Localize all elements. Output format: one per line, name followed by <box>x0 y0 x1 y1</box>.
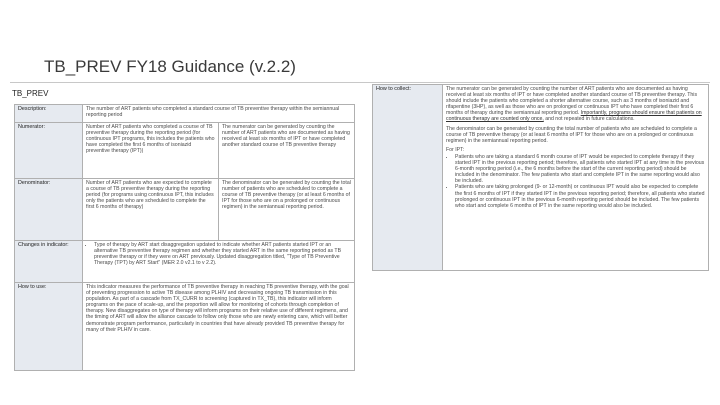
numerator-definition: Number of ART patients who completed a course of TB preventive therapy during the reporting period (for continuous IPT programs, this includes the patients who have completed the first 6 months of isoniazid preventive therapy (IPT)) <box>83 123 219 179</box>
denominator-how: The denominator can be generated by counting the total number of patients who are scheduled to complete a course of TB preventive therapy (or at least 6 months of IPT for those who are on a prolonged or continuous regimen) in the semiannual reporting period. <box>219 179 355 241</box>
row-label: How to collect: <box>373 85 443 271</box>
ipt-bullet: • Patients who are taking a standard 6 month course of IPT would be expected to complete therapy if they started IPT in the previous reporting period; therefore, all patients who started IPT at any time in the previous 6-month reporting period (i.e., the 6 months before the start of the current reporting period) should be included in the denominator. The few patients who start and complete IPT in the same reporting would also be included. <box>455 154 705 184</box>
ipt-bullet: • Patients who are taking prolonged (9- or 12-month) or continuous IPT would also be expected to complete the first 6 months of IPT if they started IPT in the previous reporting period; therefore, all patients who started prolonged or continuous IPT in the previous 6-month reporting period should be included. The few patients who start and complete 6 months of IPT in the same reporting would also be included. <box>455 184 705 208</box>
row-description <box>15 105 355 123</box>
row-label: Description: <box>15 105 83 123</box>
row-label: How to use: <box>15 283 83 371</box>
numerator-collection-text: The numerator can be generated by counting the number of ART patients who are documented as having received at least six months of IPT or have completed another standard course of TB preventive therapy. This should include the patients who completed a shorter alternative course, such as 3 months of isoniazid and rifapentine (3HP), as well as those who are on prolonged or continuous IPT who have completed their first 6 months of therapy during the semiannual reporting period. Importantly, programs should ensure that patients on continuous therapy are counted only once, and not repeated in future calculations. <box>446 86 702 123</box>
row-label: Changes in indicator: <box>15 241 83 283</box>
row-label: Numerator: <box>15 123 83 179</box>
emphasis-note: Importantly, programs should ensure that patients on continuous therapy are counted only once, <box>446 110 702 123</box>
for-ipt-heading: For IPT: <box>446 146 465 153</box>
row-how-to-collect <box>373 85 709 271</box>
description-text: The number of ART patients who completed a standard course of TB preventive therapy within the semiannual reporting period <box>83 105 355 123</box>
document-label: TB_PREV <box>12 89 49 98</box>
how-to-use-text: This indicator measures the performance of TB preventive therapy in reaching TB preventive therapy, with the goal of preventing progression to active TB disease among PLHIV and decreasing ongoing TB transmission in this population. As part of a cascade from TX_CURR to screening (captured in TX_TB), this indicator will inform programs on the pace of scale-up, and the proportion will allow for monitoring of cohorts through completion of therapy. New disaggregates on type of therapy will inform programs on their relative use of different regimens, and the timing of ART will allow the alliance cascade to follow only those who are newly entering care, which will better demonstrate program performance, particularly in countries that have already provided TB preventive therapy for many of their PLHIV in care. <box>83 283 355 371</box>
indicator-reference-table <box>14 104 355 371</box>
title-divider <box>10 82 710 83</box>
collection-guidance-table <box>372 84 709 271</box>
row-changes <box>15 241 355 283</box>
row-label: Denominator: <box>15 179 83 241</box>
row-numerator <box>15 123 355 179</box>
denominator-definition: Number of ART patients who are expected to complete a course of TB preventive therapy during the reporting period (for programs using continuous IPT, this includes only the patients who are scheduled to complete the first 6 months of therapy) <box>83 179 219 241</box>
denominator-collection-text: The denominator can be generated by counting the total number of patients who are scheduled to complete a course of TB preventive therapy (or at least 6 months of IPT for those who are on a prolonged or continuous regimen) in the semiannual reporting period. <box>446 125 697 144</box>
numerator-how: The numerator can be generated by counting the number of ART patients who are documented as having received at least six months of IPT or have completed another standard course of TB preventive therapy <box>219 123 355 179</box>
changes-bullet: • Type of therapy by ART start disaggregation updated to indicate whether ART patients started IPT or an alternative TB preventive therapy regimen and whether they started ART in the same reporting period as TB preventive therapy or if they were on ART previously. Updated disaggregation titled, "Type of TB Preventive Therapy (TPT) by ART Start" (MER 2.0 v2.1 to v 2.2). <box>94 242 351 266</box>
row-denominator <box>15 179 355 241</box>
row-how-to-use <box>15 283 355 371</box>
slide-title: TB_PREV FY18 Guidance (v.2.2) <box>44 57 296 76</box>
